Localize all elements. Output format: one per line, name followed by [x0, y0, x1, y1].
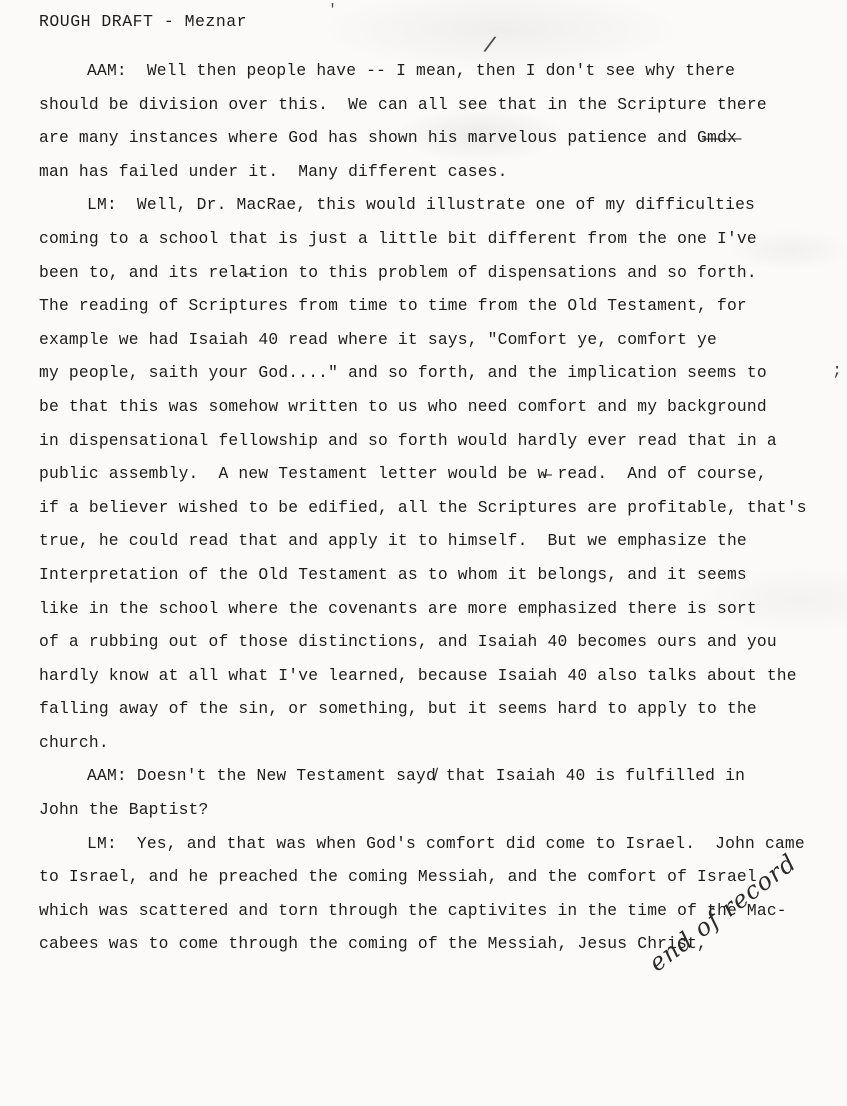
- text-line: which was scattered and torn through the captivites in the time of the Mac-: [39, 900, 787, 920]
- scan-artifact-slash: /: [481, 33, 498, 60]
- text-line: example we had Isaiah 40 read where it says, "Comfort ye, comfort ye: [39, 329, 717, 349]
- text-line: AAM: Doesn't the New Testament sayd̸ that Isaiah 40 is fulfilled in: [87, 766, 746, 786]
- text-line: AAM: Well then people have -- I mean, then I don't see why there: [87, 61, 736, 80]
- document-lines: [39, 54, 827, 961]
- text-line: hardly know at all what I've learned, because Isaiah 40 also talks about the: [39, 665, 797, 685]
- text-line: been to, and its rela̶tion to this problem of dispensations and so forth.: [39, 262, 757, 282]
- text-line: church.: [39, 732, 109, 752]
- text-line: falling away of the sin, or something, but it seems hard to apply to the: [39, 699, 757, 719]
- text-line: be that this was somehow written to us who need comfort and my background: [39, 396, 767, 416]
- text-line: coming to a school that is just a little bit different from the one I've: [39, 228, 757, 248]
- text-line: in dispensational fellowship and so forth would hardly ever read that in a: [39, 430, 777, 450]
- scan-artifact-edge-mark: ;: [832, 362, 843, 381]
- text-line: LM: Well, Dr. MacRae, this would illustrate one of my difficulties: [87, 195, 756, 215]
- text-line: cabees was to come through the coming of the Messiah, Jesus Christ,: [39, 934, 708, 954]
- text-line: should be division over this. We can all see that in the Scripture there: [39, 94, 767, 114]
- text-line: The reading of Scriptures from time to time from the Old Testament, for: [39, 296, 747, 316]
- document-title: ROUGH DRAFT - Meznar: [39, 12, 248, 31]
- text-line: LM: Yes, and that was when God's comfort did come to Israel. John came: [87, 833, 805, 853]
- text-line: public assembly. A new Testament letter would be w̶ read. And of course,: [39, 464, 767, 484]
- text-line: man has failed under it. Many different cases.: [39, 161, 508, 181]
- text-line: are many instances where God has shown his marvelous patience and G̶m̶d̶x̶: [39, 128, 737, 148]
- handwritten-end-of-record-note: end of record: [643, 848, 802, 978]
- scan-artifact-apostrophe: ': [328, 2, 338, 19]
- text-line: to Israel, and he preached the coming Messiah, and the comfort of Israel: [39, 867, 757, 887]
- text-line: Interpretation of the Old Testament as to whom it belongs, and it seems: [39, 564, 747, 584]
- text-line: like in the school where the covenants are more emphasized there is sort: [39, 598, 757, 618]
- text-line: true, he could read that and apply it to himself. But we emphasize the: [39, 531, 747, 551]
- text-line: if a believer wished to be edified, all the Scriptures are profitable, that's: [39, 497, 807, 517]
- text-line: of a rubbing out of those distinctions, and Isaiah 40 becomes ours and you: [39, 632, 777, 652]
- text-line: John the Baptist?: [39, 800, 209, 820]
- text-line: my people, saith your God...." and so forth, and the implication seems to: [39, 363, 767, 383]
